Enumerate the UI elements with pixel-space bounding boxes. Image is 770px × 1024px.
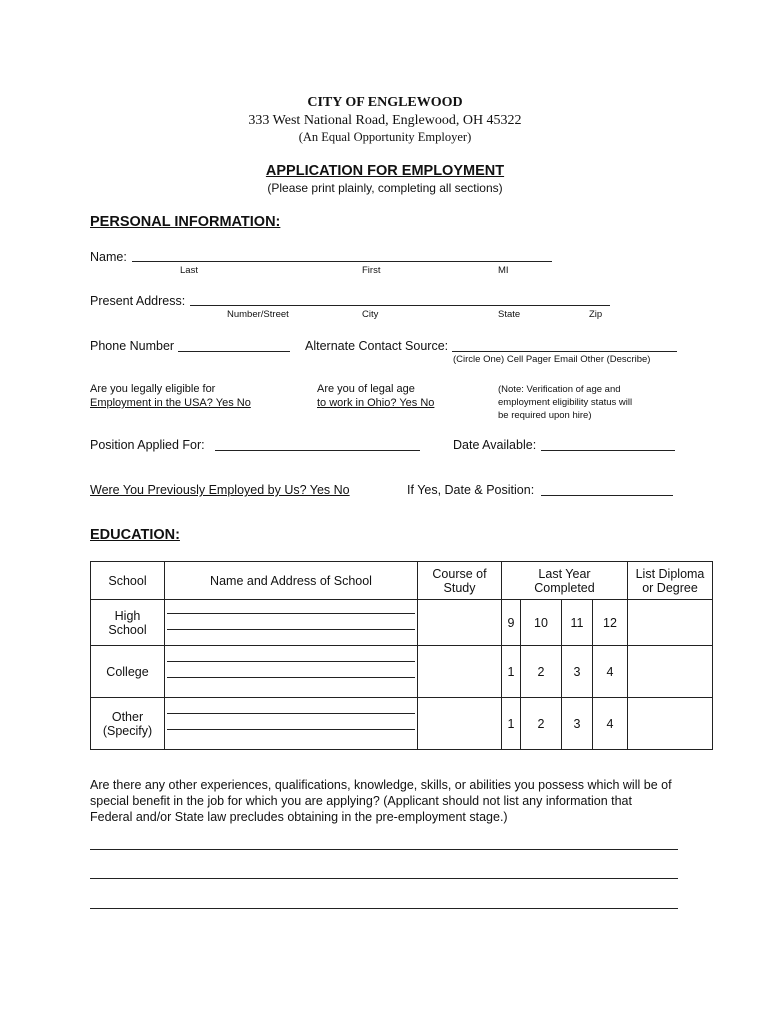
if-yes-label: If Yes, Date & Position:	[407, 483, 535, 497]
row-label-high-school	[91, 600, 165, 646]
name-label: Name:	[90, 250, 127, 264]
row-label-other	[91, 698, 165, 750]
year-option[interactable]: 9	[502, 600, 521, 646]
verification-note-line3: be required upon hire)	[498, 410, 592, 421]
school-name-field[interactable]	[165, 698, 418, 750]
qualifications-question-line3: Federal and/or State law precludes obtaining in the pre-employment stage.)	[90, 810, 508, 824]
address-sub-state: State	[498, 309, 521, 320]
eligible-question-line1: Are you legally eligible for	[90, 383, 216, 395]
education-heading: EDUCATION:	[90, 527, 180, 543]
year-option[interactable]: 10	[521, 600, 562, 646]
address-sub-city: City	[362, 309, 379, 320]
row-label-line2: School	[108, 622, 147, 637]
position-field[interactable]	[215, 450, 420, 451]
alt-contact-label: Alternate Contact Source:	[305, 339, 449, 353]
qualifications-question-line1: Are there any other experiences, qualifications, knowledge, skills, or abilities you possess which will be of	[90, 778, 672, 792]
org-name: CITY OF ENGLEWOOD	[307, 95, 463, 110]
name-sub-first: First	[362, 265, 381, 276]
year-option[interactable]: 3	[562, 698, 593, 750]
previously-employed-question[interactable]: Were You Previously Employed by Us? Yes No	[90, 483, 350, 497]
year-option[interactable]: 11	[562, 600, 593, 646]
alt-contact-field[interactable]	[452, 351, 677, 352]
row-label-line1: High	[114, 608, 141, 623]
qualifications-answer-line[interactable]	[90, 878, 678, 879]
header-name-address: Name and Address of School	[165, 562, 418, 600]
year-option[interactable]: 2	[521, 646, 562, 698]
header-course-line2: Study	[443, 580, 476, 595]
school-name-line	[167, 613, 415, 614]
alt-contact-options: (Circle One) Cell Pager Email Other (Describe)	[453, 354, 651, 365]
school-name-field[interactable]	[165, 646, 418, 698]
course-field[interactable]	[418, 646, 502, 698]
name-field[interactable]	[132, 261, 552, 262]
address-field[interactable]	[190, 305, 610, 306]
year-option[interactable]: 2	[521, 698, 562, 750]
school-name-line	[167, 729, 415, 730]
qualifications-question-line2: special benefit in the job for which you are applying? (Applicant should not list any information that	[90, 794, 632, 808]
verification-note-line1: (Note: Verification of age and	[498, 384, 621, 395]
personal-info-heading: PERSONAL INFORMATION:	[90, 214, 281, 230]
header-school: School	[91, 562, 165, 600]
form-instruction: (Please print plainly, completing all sections)	[267, 181, 503, 195]
header-last-year	[502, 562, 628, 600]
row-label-college	[91, 646, 165, 698]
table-row	[91, 600, 713, 646]
year-option[interactable]: 4	[593, 698, 628, 750]
eligible-question-line2[interactable]: Employment in the USA? Yes No	[90, 397, 251, 409]
row-label-line1: College	[106, 664, 149, 679]
school-name-line	[167, 629, 415, 630]
header-last-line2: Completed	[534, 580, 595, 595]
name-sub-last: Last	[180, 265, 198, 276]
year-option[interactable]: 1	[502, 698, 521, 750]
header-course-line1: Course of	[432, 566, 487, 581]
address-sub-zip: Zip	[589, 309, 603, 320]
if-yes-field[interactable]	[541, 495, 673, 496]
qualifications-answer-line[interactable]	[90, 849, 678, 850]
school-name-line	[167, 661, 415, 662]
course-field[interactable]	[418, 600, 502, 646]
org-address: 333 West National Road, Englewood, OH 45322	[248, 113, 522, 128]
school-name-line	[167, 713, 415, 714]
verification-note-line2: employment eligibility status will	[498, 397, 633, 408]
form-title: APPLICATION FOR EMPLOYMENT	[265, 163, 505, 179]
header-diploma-line1: List Diploma	[635, 566, 705, 581]
position-label: Position Applied For:	[90, 438, 205, 452]
row-label-line1: Other	[111, 709, 144, 724]
school-name-line	[167, 677, 415, 678]
phone-label: Phone Number	[90, 339, 175, 353]
address-sub-street: Number/Street	[227, 309, 289, 320]
education-table	[90, 561, 713, 750]
date-available-label: Date Available:	[453, 438, 537, 452]
diploma-field[interactable]	[628, 698, 713, 750]
header-diploma-line2: or Degree	[642, 580, 698, 595]
name-sub-mi: MI	[498, 265, 509, 276]
qualifications-answer-line[interactable]	[90, 908, 678, 909]
header-course	[418, 562, 502, 600]
table-row	[91, 698, 713, 750]
education-header-row	[91, 562, 713, 600]
diploma-field[interactable]	[628, 646, 713, 698]
row-label-line2: (Specify)	[102, 723, 153, 738]
diploma-field[interactable]	[628, 600, 713, 646]
age-question-line1: Are you of legal age	[317, 383, 415, 395]
course-field[interactable]	[418, 698, 502, 750]
table-row	[91, 646, 713, 698]
address-label: Present Address:	[90, 294, 186, 308]
year-option[interactable]: 1	[502, 646, 521, 698]
eoe-statement: (An Equal Opportunity Employer)	[298, 130, 472, 144]
age-question-line2[interactable]: to work in Ohio? Yes No	[317, 397, 435, 409]
date-available-field[interactable]	[541, 450, 675, 451]
year-option[interactable]: 4	[593, 646, 628, 698]
header-last-line1: Last Year	[538, 566, 591, 581]
school-name-field[interactable]	[165, 600, 418, 646]
header-diploma	[628, 562, 713, 600]
year-option[interactable]: 12	[593, 600, 628, 646]
year-option[interactable]: 3	[562, 646, 593, 698]
phone-field[interactable]	[178, 351, 290, 352]
